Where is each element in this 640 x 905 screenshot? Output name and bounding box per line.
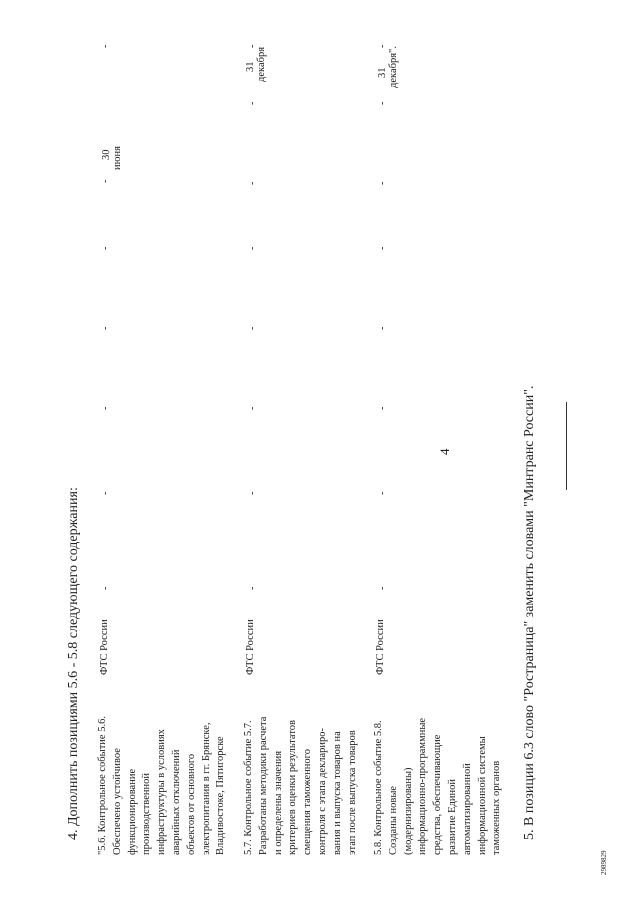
event-description-line: объектов от основного [185,753,197,855]
event-description-line: функционирование [126,768,138,855]
item-4-heading: 4. Дополнить позициями 5.6 - 5.8 следующего содержания: [66,487,81,840]
event-description-line: таможенных органов [491,760,503,855]
event-description-line: аварийных отключений [171,749,182,855]
empty-cell-dash: - [100,586,111,590]
empty-cell-dash: - [377,326,388,330]
event-description-line: информационно-программные [417,717,429,855]
deadline-month: декабря". [388,46,399,88]
event-description-line: Обеспечено устойчивое [111,748,123,855]
empty-cell-dash: - [377,181,388,185]
event-description-line: Разработаны методики расчета [257,716,269,855]
event-description-line: 5.7. Контрольное событие 5.7. [243,720,254,855]
item-5-text: 5. В позиции 6.3 слово "Ространица" заменить словами "Минтранс России". [522,385,537,840]
event-description-line: Владивостоке, Пятигорске [215,736,227,855]
event-description-line: критериев оценки результатов [287,720,299,855]
empty-cell-dash: - [247,44,258,48]
event-description-line: (модернизированы) [402,767,414,855]
event-description-line: этап после выпуска товаров [346,730,358,855]
executor-cell: ФТС России [245,619,256,675]
event-description-line: вания и выпуска товаров на [331,731,343,855]
page-number: 4 [437,448,452,455]
executor-cell: ФТС России [375,619,386,675]
event-description-line: информационной системы [476,736,488,855]
executor-cell: ФТС России [99,619,110,675]
deadline-day: 31 [245,61,256,72]
event-description-line: 5.8. Контрольное событие 5.8. [373,720,384,855]
event-description-line: средства, обеспечивающие [432,734,444,855]
event-description-line: развитие Единой [447,779,458,855]
event-description-line: смещения таможенного [302,749,314,855]
deadline-month: июня [112,146,123,170]
event-description-line: "5.6. Контрольное событие 5.6. [97,716,108,855]
empty-cell-dash: - [247,181,258,185]
event-description-line: автоматизированной [461,763,473,855]
deadline-day: 31 [377,67,388,78]
empty-cell-dash: - [100,44,111,48]
empty-cell-dash: - [377,246,388,250]
deadline-day: 30 [101,149,112,160]
empty-cell-dash: - [100,406,111,410]
event-description-line: Созданы новые [387,785,399,855]
empty-cell-dash: - [377,491,388,495]
event-description-line: и определены значения [272,750,284,855]
empty-cell-dash: - [247,491,258,495]
empty-cell-dash: - [247,246,258,250]
empty-cell-dash: - [100,326,111,330]
event-description-line: электропитания в гг. Брянске, [200,722,212,855]
event-description-line: инфраструктуры в условиях [156,729,168,855]
deadline-month: декабря [256,46,267,82]
empty-cell-dash: - [247,326,258,330]
separator-line [566,402,567,490]
empty-cell-dash: - [377,44,388,48]
empty-cell-dash: - [377,406,388,410]
empty-cell-dash: - [100,246,111,250]
empty-cell-dash: - [377,586,388,590]
event-description-line: контроля с этапа деклариро- [317,727,328,855]
empty-cell-dash: - [100,179,111,183]
empty-cell-dash: - [100,491,111,495]
empty-cell-dash: - [247,406,258,410]
empty-cell-dash: - [247,101,258,105]
empty-cell-dash: - [247,586,258,590]
event-description-line: производственной [141,773,153,855]
empty-cell-dash: - [377,101,388,105]
document-code: 2989829 [600,850,608,875]
